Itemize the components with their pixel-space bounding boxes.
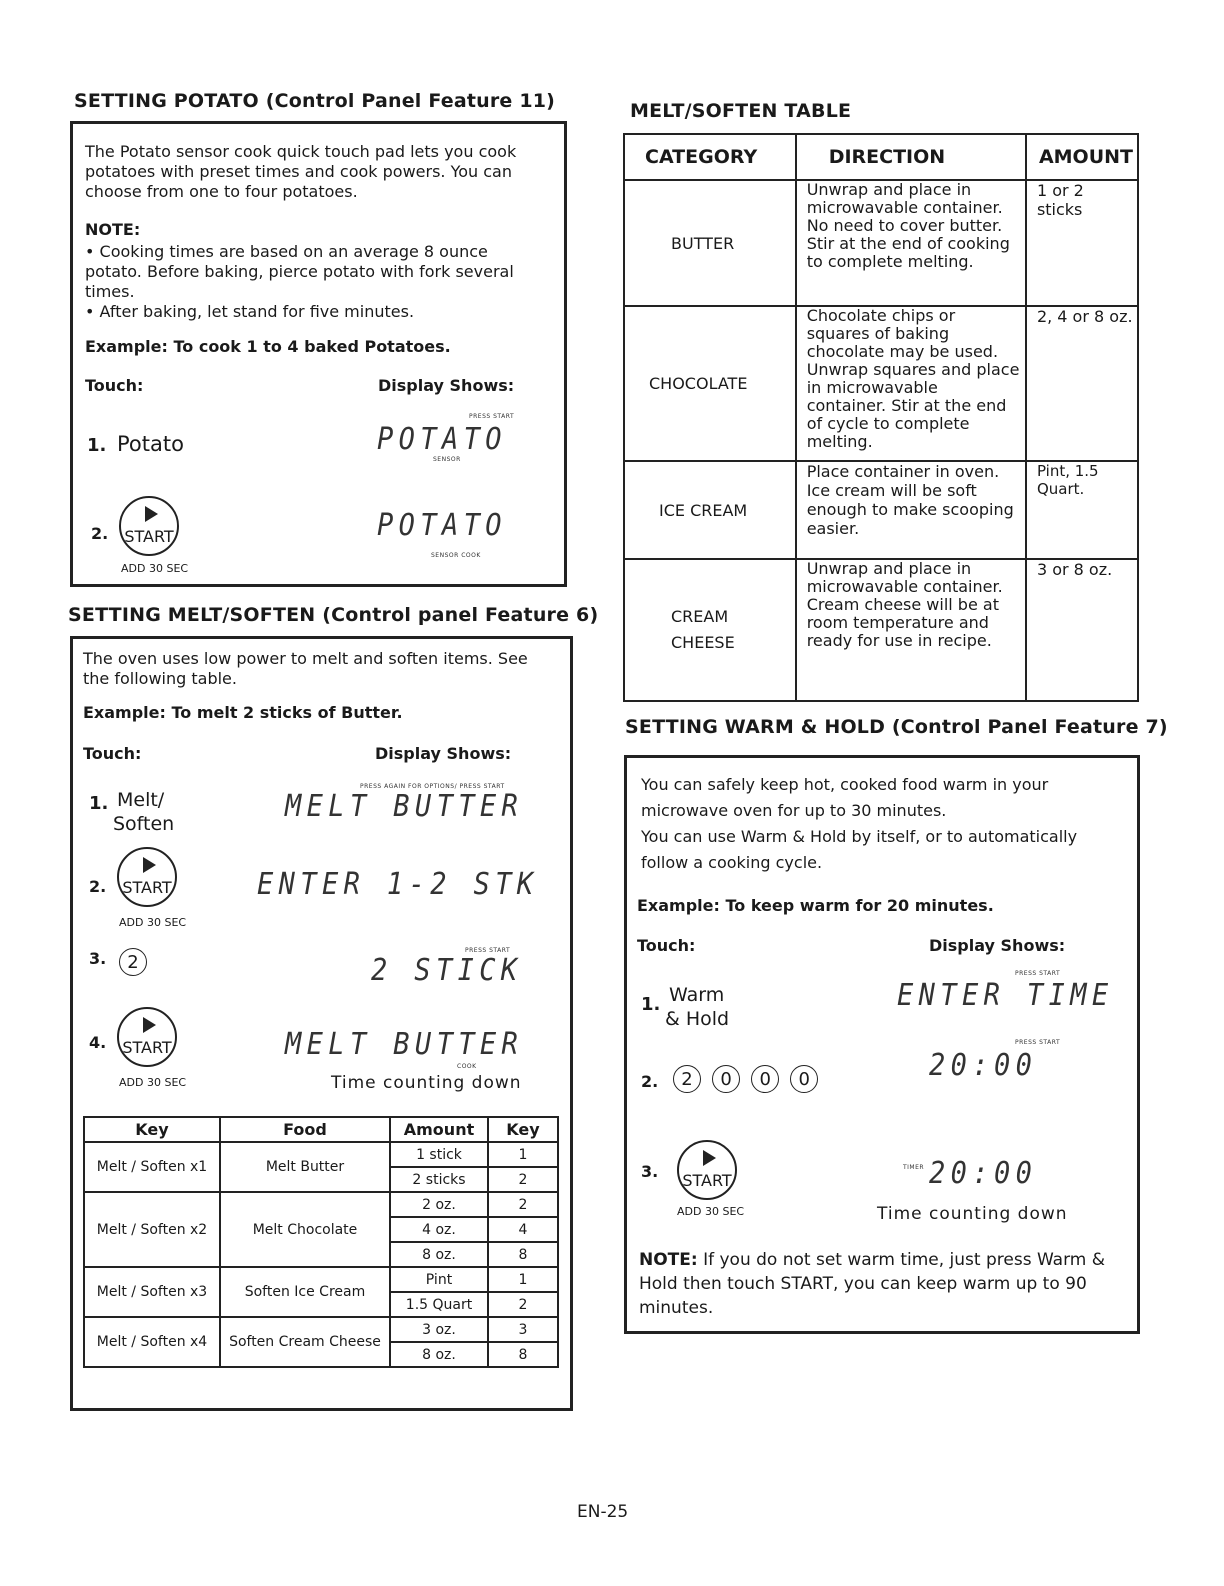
potato-step2-num: 2. <box>91 524 109 543</box>
lcd-display: 20:00 <box>929 1048 1038 1083</box>
potato-step1-num: 1. <box>87 435 107 456</box>
warm-touch-label: Touch: <box>637 936 696 955</box>
melt-step4-num: 4. <box>89 1033 107 1052</box>
cell-amount: 8 oz. <box>390 1242 488 1267</box>
cell-keycount: 8 <box>488 1342 558 1367</box>
lcd-cook: COOK <box>457 1063 477 1070</box>
play-icon <box>143 857 156 873</box>
cell-amount: 2, 4 or 8 oz. <box>1026 306 1138 461</box>
add30-label: ADD 30 SEC <box>119 1076 187 1089</box>
cell-category: CREAM CHEESE <box>624 559 796 701</box>
cell-key: Melt / Soften x1 <box>84 1142 220 1192</box>
cell-category: ICE CREAM <box>624 461 796 559</box>
start-label: START <box>122 878 172 897</box>
col-amount: Amount <box>390 1117 488 1142</box>
warm-note <box>639 1248 1119 1320</box>
lcd-press-start: PRESS START <box>465 947 511 954</box>
col-key: Key <box>84 1117 220 1142</box>
cell-direction: Place container in oven. Ice cream will be soft enough to make scooping easier. <box>796 461 1026 559</box>
table-row <box>84 1317 558 1342</box>
potato-heading: SETTING POTATO (Control Panel Feature 11) <box>74 90 556 112</box>
melt-intro: The oven uses low power to melt and soften items. See the following table. <box>83 649 528 688</box>
lcd-display: 2 STICK <box>371 953 523 988</box>
number-0-button[interactable]: 0 <box>790 1065 818 1093</box>
melt-key-table <box>83 1116 559 1368</box>
ms-table-title: MELT/SOFTEN TABLE <box>630 100 852 122</box>
cell-food: Soften Cream Cheese <box>220 1317 390 1367</box>
warm-note-label: NOTE: <box>639 1250 698 1270</box>
cell-keycount: 1 <box>488 1267 558 1292</box>
number-0-button[interactable]: 0 <box>751 1065 779 1093</box>
page-number: EN-25 <box>577 1502 629 1522</box>
melt-soften-table <box>623 133 1139 702</box>
cell-food: Soften Ice Cream <box>220 1267 390 1317</box>
table-row <box>624 461 1138 559</box>
add30-label: ADD 30 SEC <box>677 1205 745 1218</box>
cell-keycount: 8 <box>488 1242 558 1267</box>
start-button[interactable] <box>677 1140 737 1200</box>
cell-amount: 1 or 2 sticks <box>1026 180 1138 306</box>
cell-amount: Pint, 1.5 Quart. <box>1026 461 1138 559</box>
potato-box <box>70 121 567 587</box>
lcd-press-again: PRESS AGAIN FOR OPTIONS/ PRESS START <box>360 783 505 790</box>
melt-step2-num: 2. <box>89 877 107 896</box>
lcd-press-start: PRESS START <box>1015 1039 1061 1046</box>
lcd-timer: TIMER <box>903 1164 925 1171</box>
potato-note-1: • Cooking times are based on an average 8 ounce potato. Before baking, pierce potato with fork several times. <box>85 242 514 301</box>
col-key2: Key <box>488 1117 558 1142</box>
warm-example: Example: To keep warm for 20 minutes. <box>637 896 994 915</box>
melt-heading: SETTING MELT/SOFTEN (Control panel Feature 6) <box>68 604 599 626</box>
cell-keycount: 1 <box>488 1142 558 1167</box>
number-2-button[interactable]: 2 <box>673 1065 701 1093</box>
warm-display-label: Display Shows: <box>929 936 1066 955</box>
lcd-sensor: SENSOR <box>433 456 461 463</box>
warm-note-text: If you do not set warm time, just press Warm & Hold then touch START, you can keep warm up to 90 minutes. <box>639 1250 1106 1318</box>
play-icon <box>703 1150 716 1166</box>
table-header-row <box>84 1117 558 1142</box>
cell-key: Melt / Soften x4 <box>84 1317 220 1367</box>
lcd-display: ENTER TIME <box>897 978 1114 1013</box>
play-icon <box>145 506 158 522</box>
lcd-display: MELT BUTTER <box>285 789 524 824</box>
cell-amount: 1.5 Quart <box>390 1292 488 1317</box>
cell-amount: 3 oz. <box>390 1317 488 1342</box>
warm-heading: SETTING WARM & HOLD (Control Panel Feature 7) <box>625 716 1168 738</box>
potato-touch-label: Touch: <box>85 376 144 395</box>
melt-example: Example: To melt 2 sticks of Butter. <box>83 703 403 722</box>
cell-amount: 2 oz. <box>390 1192 488 1217</box>
warm-button-label-a: Warm <box>669 984 725 1006</box>
melt-box <box>70 636 573 1411</box>
warm-button-label-b: & Hold <box>665 1008 730 1030</box>
lcd-display: ENTER 1-2 STK <box>257 867 539 902</box>
add30-label: ADD 30 SEC <box>119 916 187 929</box>
cell-keycount: 2 <box>488 1192 558 1217</box>
table-row <box>624 306 1138 461</box>
col-category: CATEGORY <box>624 134 796 180</box>
cell-food: Melt Chocolate <box>220 1192 390 1267</box>
table-row <box>84 1142 558 1167</box>
table-row <box>84 1192 558 1217</box>
cell-direction: Chocolate chips or squares of baking chocolate may be used. Unwrap squares and place in microwavable container. Stir at the end of cycle to complete melting. <box>796 306 1026 461</box>
potato-note-label: NOTE: <box>85 220 141 239</box>
warm-intro-2: You can use Warm & Hold by itself, or to automatically follow a cooking cycle. <box>641 827 1078 872</box>
table-row <box>624 180 1138 306</box>
start-label: START <box>124 527 174 546</box>
warm-box <box>624 755 1140 1334</box>
number-2-button[interactable]: 2 <box>119 948 147 976</box>
cell-keycount: 2 <box>488 1167 558 1192</box>
col-food: Food <box>220 1117 390 1142</box>
cell-amount: 1 stick <box>390 1142 488 1167</box>
melt-display-label: Display Shows: <box>375 744 512 763</box>
lcd-display: MELT BUTTER <box>285 1027 524 1062</box>
cell-food: Melt Butter <box>220 1142 390 1192</box>
cell-amount: 4 oz. <box>390 1217 488 1242</box>
cell-key: Melt / Soften x2 <box>84 1192 220 1267</box>
cell-key: Melt / Soften x3 <box>84 1267 220 1317</box>
table-row <box>624 559 1138 701</box>
potato-intro: The Potato sensor cook quick touch pad lets you cook potatoes with preset times and cook powers. You can choose from one to four potatoes. <box>85 142 517 201</box>
time-counting-down: Time counting down <box>877 1204 1068 1224</box>
potato-example: Example: To cook 1 to 4 baked Potatoes. <box>85 337 451 356</box>
warm-intro-1: You can safely keep hot, cooked food warm in your microwave oven for up to 30 minutes. <box>641 775 1049 820</box>
warm-step3-num: 3. <box>641 1162 659 1181</box>
cell-direction: Unwrap and place in microwavable container. No need to cover butter. Stir at the end of cooking to complete melting. <box>796 180 1026 306</box>
warm-step1-num: 1. <box>641 994 661 1015</box>
col-direction: DIRECTION <box>796 134 1026 180</box>
melt-button-label-b: Soften <box>113 813 175 835</box>
cell-category: CHOCOLATE <box>624 306 796 461</box>
warm-step2-num: 2. <box>641 1072 659 1091</box>
cell-amount: 3 or 8 oz. <box>1026 559 1138 701</box>
cell-keycount: 4 <box>488 1217 558 1242</box>
lcd-press-start: PRESS START <box>1015 970 1061 977</box>
cell-amount: Pint <box>390 1267 488 1292</box>
number-0-button[interactable]: 0 <box>712 1065 740 1093</box>
start-button[interactable] <box>117 1007 177 1067</box>
start-button[interactable] <box>117 847 177 907</box>
play-icon <box>143 1017 156 1033</box>
potato-note-2: • After baking, let stand for five minutes. <box>85 302 415 321</box>
lcd-display: POTATO <box>377 422 507 457</box>
lcd-display: 20:00 <box>929 1156 1038 1191</box>
potato-button-label: Potato <box>117 432 184 456</box>
start-button[interactable] <box>119 496 179 556</box>
start-label: START <box>122 1038 172 1057</box>
cell-direction: Unwrap and place in microwavable container. Cream cheese will be at room temperature and ready for use in recipe. <box>796 559 1026 701</box>
cell-keycount: 2 <box>488 1292 558 1317</box>
table-row <box>84 1267 558 1292</box>
add30-label: ADD 30 SEC <box>121 562 189 575</box>
melt-step1-num: 1. <box>89 793 109 814</box>
table-header-row <box>624 134 1138 180</box>
lcd-press-start: PRESS START <box>469 413 515 420</box>
lcd-display: POTATO <box>377 508 507 543</box>
cell-category: BUTTER <box>624 180 796 306</box>
cell-amount: 2 sticks <box>390 1167 488 1192</box>
melt-step3-num: 3. <box>89 949 107 968</box>
potato-display-label: Display Shows: <box>378 376 515 395</box>
melt-touch-label: Touch: <box>83 744 142 763</box>
col-amount: AMOUNT <box>1026 134 1138 180</box>
cell-amount: 8 oz. <box>390 1342 488 1367</box>
start-label: START <box>682 1171 732 1190</box>
number-keys <box>673 1065 824 1093</box>
time-counting-down: Time counting down <box>331 1073 522 1093</box>
lcd-sensor-cook: SENSOR COOK <box>431 552 481 559</box>
cell-keycount: 3 <box>488 1317 558 1342</box>
melt-button-label-a: Melt/ <box>117 789 165 811</box>
